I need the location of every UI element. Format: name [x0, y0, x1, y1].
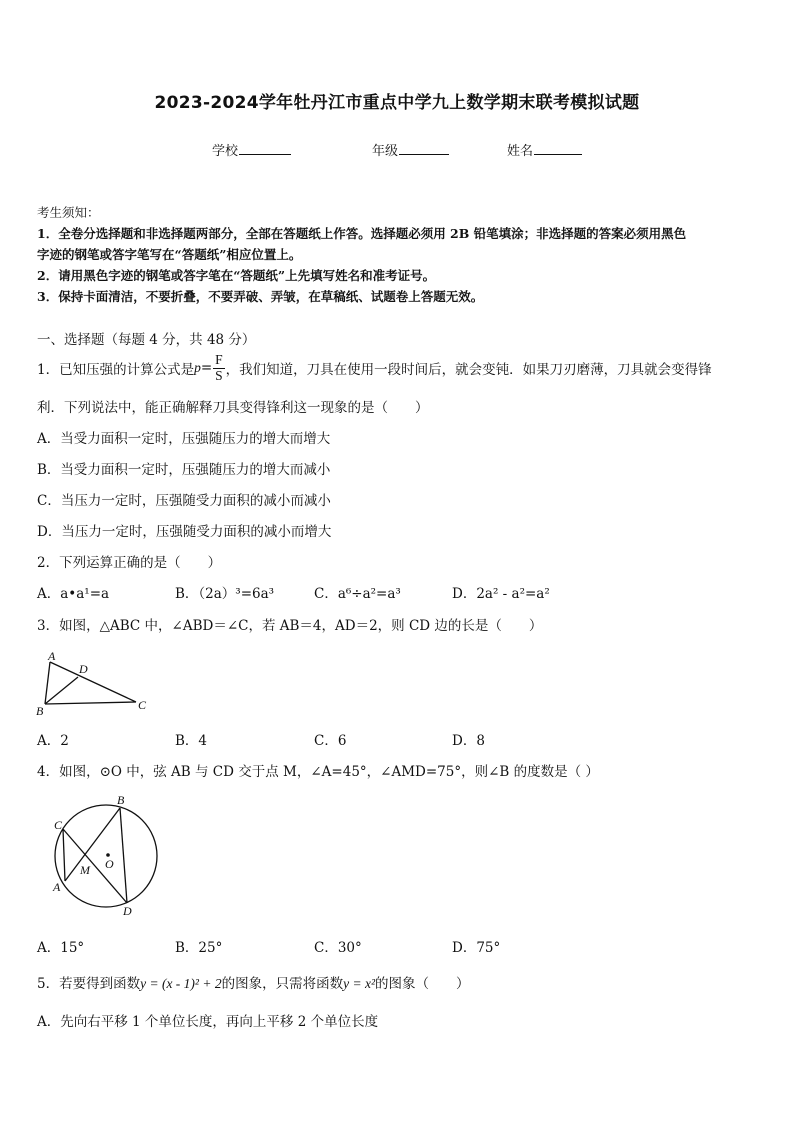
section-heading: 一、选择题（每题 4 分，共 48 分） — [37, 332, 256, 348]
q4-option-d[interactable]: D．75° — [452, 940, 501, 956]
label-b: B — [36, 704, 44, 718]
segment-ab — [45, 662, 50, 704]
grade-label: 年级 — [372, 144, 399, 159]
segment-bd — [120, 808, 127, 903]
circle-o — [55, 805, 157, 907]
q1-option-b[interactable]: B．当受力面积一定时，压强随压力的增大而减小 — [37, 462, 331, 478]
chord-cd — [63, 829, 127, 903]
label-o: O — [105, 857, 114, 871]
circle-figure — [50, 792, 170, 922]
name-label: 姓名 — [507, 144, 534, 159]
notice-item-1-cont: 字迹的钢笔或答字笔写在“答题纸”相应位置上。 — [37, 247, 302, 262]
q1-option-d[interactable]: D．当压力一定时，压强随受力面积的减小而增大 — [37, 524, 332, 540]
fraction-numerator: F — [215, 352, 223, 368]
grade-field[interactable] — [372, 140, 449, 159]
q2-option-b[interactable]: B．（2a）³=6a³ — [175, 586, 275, 602]
label-c: C — [54, 818, 63, 832]
label-a: A — [53, 880, 61, 894]
q1-suffix: ，我们知道，刀具在使用一段时间后，就会变钝．如果刀刃磨薄，刀具就会变得锋 — [225, 362, 712, 378]
q5-suffix: 的图象（ ） — [375, 976, 470, 992]
q1-prefix: 1．已知压强的计算公式是 — [37, 362, 195, 378]
school-label: 学校 — [212, 144, 239, 159]
label-d: D — [123, 904, 132, 918]
q5-prefix: 5．若要得到函数 — [37, 976, 141, 992]
q3-option-a[interactable]: A．2 — [37, 733, 69, 749]
q1-p-symbol: p — [194, 360, 201, 375]
q2-option-d[interactable]: D．2a² - a²=a² — [452, 586, 550, 602]
name-blank[interactable] — [534, 142, 582, 155]
label-b: B — [117, 793, 125, 807]
fraction-denominator: S — [215, 367, 223, 383]
segment-ca — [63, 829, 65, 881]
pressure-fraction — [213, 353, 225, 382]
q4-option-b[interactable]: B．25° — [175, 940, 223, 956]
q3-option-c[interactable]: C．6 — [314, 733, 347, 749]
question-5 — [37, 972, 470, 992]
q1-equals: = — [200, 360, 213, 376]
notice-heading: 考生须知： — [37, 205, 100, 220]
triangle-figure — [34, 648, 154, 718]
q5-middle: 的图象，只需将函数 — [221, 976, 344, 992]
label-a: A — [48, 649, 56, 663]
question-3: 3．如图，△ABC 中，∠ABD＝∠C，若 AB＝4，AD＝2，则 CD 边的长是（ ） — [37, 618, 543, 634]
label-m: M — [80, 863, 90, 877]
q1-option-c[interactable]: C．当压力一定时，压强随受力面积的减小而减小 — [37, 493, 331, 509]
school-blank[interactable] — [239, 142, 291, 155]
question-1 — [37, 350, 712, 386]
segment-ac — [50, 662, 136, 702]
q5-function-1: y = (x - 1)² + 2 — [140, 976, 222, 991]
q3-option-d[interactable]: D．8 — [452, 733, 485, 749]
q1-line-2: 利．下列说法中，能正确解释刀具变得锋利这一现象的是（ ） — [37, 400, 429, 416]
question-2: 2．下列运算正确的是（ ） — [37, 555, 222, 571]
q3-option-b[interactable]: B．4 — [175, 733, 208, 749]
q5-function-2: y = x² — [343, 976, 375, 991]
school-field[interactable] — [212, 140, 291, 159]
q1-option-a[interactable]: A．当受力面积一定时，压强随压力的增大而增大 — [37, 431, 331, 447]
segment-bc — [45, 702, 136, 704]
page-title: 2023-2024学年牡丹江市重点中学九上数学期末联考模拟试题 — [154, 93, 640, 113]
notice-item-2: 2．请用黑色字迹的钢笔或答字笔在“答题纸”上先填写姓名和准考证号。 — [37, 268, 436, 283]
notice-item-1: 1．全卷分选择题和非选择题两部分，全部在答题纸上作答。选择题必须用 2B 铅笔填涂；非选择题的答案必须用黑色 — [37, 226, 687, 241]
notice-item-3: 3．保持卡面清洁，不要折叠，不要弄破、弄皱，在草稿纸、试题卷上答题无效。 — [37, 289, 484, 304]
segment-bd — [45, 677, 78, 704]
label-d: D — [79, 662, 88, 676]
question-4: 4．如图，⊙O 中，弦 AB 与 CD 交于点 M，∠A=45°，∠AMD=75°，则∠B 的度数是（ ） — [37, 764, 599, 780]
q5-option-a[interactable]: A．先向右平移 1 个单位长度，再向上平移 2 个单位长度 — [37, 1014, 379, 1030]
q4-option-a[interactable]: A．15° — [37, 940, 85, 956]
q4-option-c[interactable]: C．30° — [314, 940, 362, 956]
q2-option-c[interactable]: C．a⁶÷a²=a³ — [314, 586, 401, 602]
grade-blank[interactable] — [399, 142, 449, 155]
label-c: C — [138, 698, 147, 712]
name-field[interactable] — [507, 140, 582, 159]
q2-option-a[interactable]: A．a•a¹=a — [37, 586, 110, 602]
